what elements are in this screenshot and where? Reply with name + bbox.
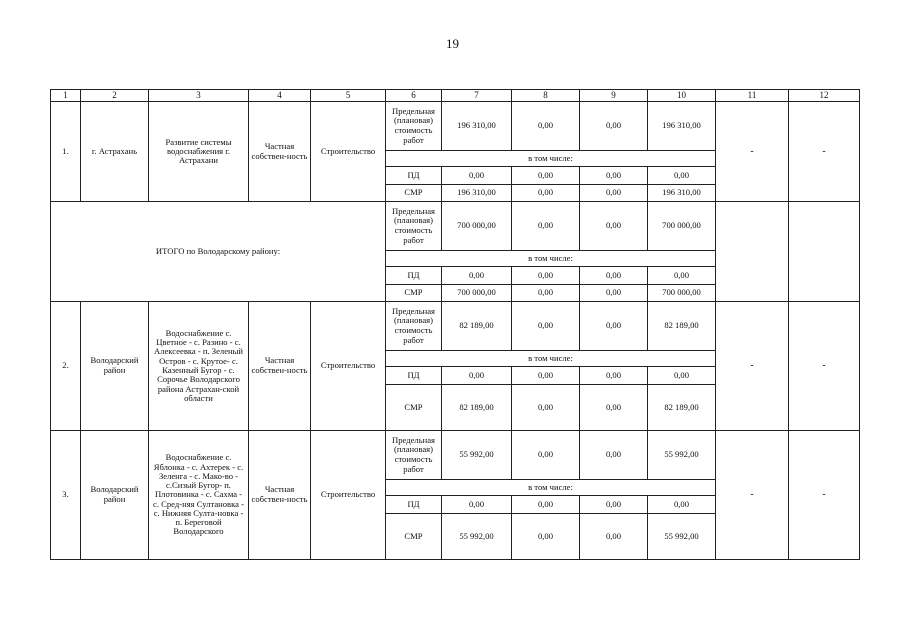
table-row (51, 102, 860, 151)
col-header-10: 10 (648, 90, 716, 102)
pd-label: ПД (386, 267, 442, 285)
value-cell: 0,00 (580, 367, 648, 385)
value-cell: 196 310,00 (442, 102, 512, 151)
col-header-8: 8 (512, 90, 580, 102)
value-cell: 0,00 (512, 202, 580, 251)
investment-table (50, 89, 860, 560)
value-cell: 0,00 (512, 167, 580, 185)
col-header-6: 6 (386, 90, 442, 102)
value-cell: 0,00 (580, 514, 648, 560)
value-cell: 55 992,00 (648, 431, 716, 480)
value-cell: 0,00 (580, 185, 648, 202)
value-cell: 0,00 (442, 367, 512, 385)
value-cell: 0,00 (512, 514, 580, 560)
pd-label: ПД (386, 167, 442, 185)
row-number: 3. (51, 431, 81, 560)
cost-label: Предельная (плановая) стоимость работ (386, 202, 442, 251)
value-cell: 0,00 (512, 367, 580, 385)
value-cell: 82 189,00 (648, 385, 716, 431)
row-number: 1. (51, 102, 81, 202)
col-header-11: 11 (716, 90, 789, 102)
value-cell: 0,00 (442, 167, 512, 185)
value-cell: 0,00 (442, 496, 512, 514)
value-cell: 700 000,00 (442, 202, 512, 251)
col11-cell: - (716, 102, 789, 202)
col-header-5: 5 (311, 90, 386, 102)
value-cell: 0,00 (512, 431, 580, 480)
column-number-row (51, 90, 860, 102)
value-cell: 55 992,00 (648, 514, 716, 560)
value-cell: 82 189,00 (442, 302, 512, 351)
value-cell: 0,00 (648, 267, 716, 285)
value-cell: 82 189,00 (442, 385, 512, 431)
col-header-3: 3 (149, 90, 249, 102)
value-cell: 700 000,00 (648, 202, 716, 251)
col-header-7: 7 (442, 90, 512, 102)
page-number: 19 (446, 36, 459, 51)
ownership-cell: Частная собствен-ность (249, 102, 311, 202)
col12-cell: - (789, 102, 860, 202)
including-label: в том числе: (386, 251, 716, 267)
object-cell: Развитие системы водоснабжения г. Астрахани (149, 102, 249, 202)
value-cell: 0,00 (512, 185, 580, 202)
including-label: в том числе: (386, 480, 716, 496)
value-cell: 196 310,00 (442, 185, 512, 202)
value-cell: 0,00 (648, 367, 716, 385)
ownership-cell: Частная собствен-ность (249, 302, 311, 431)
work-type-cell: Строительство (311, 431, 386, 560)
object-cell: Водоснабжение с. Цветное - с. Разино - с. Алексеевка - п. Зеленый Остров - с. Крутое- с. Казенный Бугор - с. Сорочье Володарского района Астрахан-ской области (149, 302, 249, 431)
value-cell: 0,00 (512, 385, 580, 431)
district-cell: г. Астрахань (81, 102, 149, 202)
work-type-cell: Строительство (311, 102, 386, 202)
value-cell: 196 310,00 (648, 102, 716, 151)
value-cell: 0,00 (580, 202, 648, 251)
value-cell: 82 189,00 (648, 302, 716, 351)
col-header-1: 1 (51, 90, 81, 102)
row-number: 2. (51, 302, 81, 431)
pd-label: ПД (386, 367, 442, 385)
col11-cell: - (716, 302, 789, 431)
col-header-2: 2 (81, 90, 149, 102)
col-header-4: 4 (249, 90, 311, 102)
smr-label: СМР (386, 385, 442, 431)
including-label: в том числе: (386, 151, 716, 167)
value-cell: 700 000,00 (648, 285, 716, 302)
col12-cell: - (789, 431, 860, 560)
value-cell: 0,00 (512, 302, 580, 351)
value-cell: 0,00 (580, 496, 648, 514)
district-cell: Володарский район (81, 302, 149, 431)
value-cell: 0,00 (648, 496, 716, 514)
cost-label: Предельная (плановая) стоимость работ (386, 302, 442, 351)
total-label: ИТОГО по Володарскому району: (51, 202, 386, 302)
col-header-12: 12 (789, 90, 860, 102)
value-cell: 0,00 (580, 385, 648, 431)
col11-cell (716, 202, 789, 302)
col-header-9: 9 (580, 90, 648, 102)
value-cell: 55 992,00 (442, 514, 512, 560)
cost-label: Предельная (плановая) стоимость работ (386, 431, 442, 480)
object-cell: Водоснабжение с. Яблонка - с. Ахтерек - с. Зеленга - с. Мако-во - с.Сизый Бугор- п. Плотовинка - с. Сахма - с. Сред-няя Султановка - с. Нижняя Султа-новка - п. Береговой Володарского (149, 431, 249, 560)
col11-cell: - (716, 431, 789, 560)
smr-label: СМР (386, 185, 442, 202)
table-row (51, 431, 860, 480)
col12-cell (789, 202, 860, 302)
value-cell: 0,00 (512, 285, 580, 302)
district-cell: Володарский район (81, 431, 149, 560)
pd-label: ПД (386, 496, 442, 514)
value-cell: 0,00 (512, 496, 580, 514)
including-label: в том числе: (386, 351, 716, 367)
cost-label: Предельная (плановая) стоимость работ (386, 102, 442, 151)
value-cell: 0,00 (580, 167, 648, 185)
value-cell: 0,00 (580, 267, 648, 285)
value-cell: 700 000,00 (442, 285, 512, 302)
table-row (51, 302, 860, 351)
value-cell: 55 992,00 (442, 431, 512, 480)
value-cell: 0,00 (648, 167, 716, 185)
value-cell: 0,00 (580, 285, 648, 302)
smr-label: СМР (386, 285, 442, 302)
smr-label: СМР (386, 514, 442, 560)
value-cell: 0,00 (580, 302, 648, 351)
work-type-cell: Строительство (311, 302, 386, 431)
table-row (51, 202, 860, 251)
value-cell: 0,00 (512, 267, 580, 285)
value-cell: 0,00 (512, 102, 580, 151)
value-cell: 0,00 (580, 431, 648, 480)
col12-cell: - (789, 302, 860, 431)
value-cell: 196 310,00 (648, 185, 716, 202)
ownership-cell: Частная собствен-ность (249, 431, 311, 560)
value-cell: 0,00 (442, 267, 512, 285)
value-cell: 0,00 (580, 102, 648, 151)
